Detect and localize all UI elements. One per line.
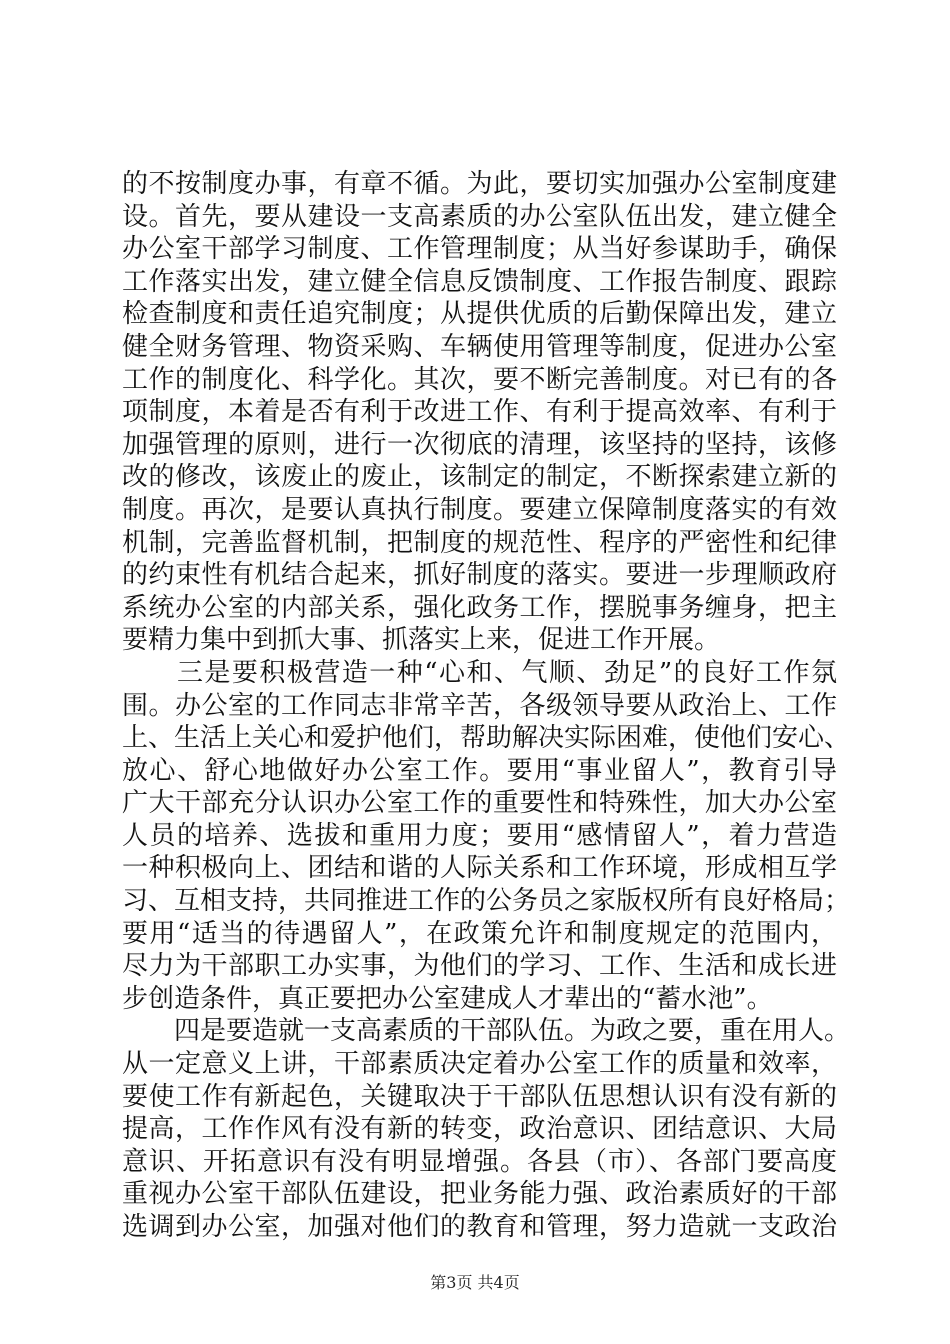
text-line: 一种积极向上、团结和谐的人际关系和工作环境，形成相互学 bbox=[122, 853, 837, 884]
text-line: 四是要造就一支高素质的干部队伍。为政之要，重在用人。 bbox=[122, 1016, 851, 1047]
text-line: 健全财务管理、物资采购、车辆使用管理等制度，促进办公室 bbox=[122, 331, 837, 362]
text-line: 办公室干部学习制度、工作管理制度；从当好参谋助手，确保 bbox=[122, 234, 837, 265]
text-line: 设。首先，要从建设一支高素质的办公室队伍出发，建立健全 bbox=[122, 201, 837, 232]
text-line: 习、互相支持，共同推进工作的公务员之家版权所有良好格局； bbox=[122, 886, 851, 917]
text-line: 三是要积极营造一种“心和、气顺、劲足”的良好工作氛 bbox=[122, 657, 837, 688]
text-line: 机制，完善监督机制，把制度的规范性、程序的严密性和纪律 bbox=[122, 527, 837, 558]
text-line: 人员的培养、选拔和重用力度；要用“感情留人”，着力营造 bbox=[122, 820, 837, 851]
text-line: 检查制度和责任追究制度；从提供优质的后勤保障出发，建立 bbox=[122, 299, 837, 330]
text-line: 的不按制度办事，有章不循。为此，要切实加强办公室制度建 bbox=[122, 169, 837, 199]
text-line: 要使工作有新起色，关键取决于干部队伍思想认识有没有新的 bbox=[122, 1081, 837, 1112]
body-text bbox=[122, 168, 851, 1244]
text-line: 从一定意义上讲，干部素质决定着办公室工作的质量和效率， bbox=[122, 1049, 837, 1080]
text-line: 工作落实出发，建立健全信息反馈制度、工作报告制度、跟踪 bbox=[122, 266, 837, 297]
text-line: 围。办公室的工作同志非常辛苦，各级领导要从政治上、工作 bbox=[122, 690, 837, 721]
text-line: 制度。再次，是要认真执行制度。要建立保障制度落实的有效 bbox=[122, 494, 837, 525]
text-line: 重视办公室干部队伍建设，把业务能力强、政治素质好的干部 bbox=[122, 1179, 837, 1210]
text-line: 步创造条件，真正要把办公室建成人才辈出的“蓄水池”。 bbox=[122, 983, 773, 1014]
text-line: 放心、舒心地做好办公室工作。要用“事业留人”，教育引导 bbox=[122, 755, 837, 786]
text-line: 意识、开拓意识有没有明显增强。各县（市）、各部门要高度 bbox=[122, 1146, 837, 1177]
text-line: 改的修改，该废止的废止，该制定的制定，不断探索建立新的 bbox=[122, 462, 837, 493]
page-footer: 第3页 共4页 bbox=[430, 1273, 520, 1292]
text-line: 广大干部充分认识办公室工作的重要性和特殊性，加大办公室 bbox=[122, 788, 837, 819]
text-line: 选调到办公室，加强对他们的教育和管理，努力造就一支政治 bbox=[122, 1212, 837, 1242]
text-line: 系统办公室的内部关系，强化政务工作，摆脱事务缠身，把主 bbox=[122, 592, 837, 623]
text-line: 要用“适当的待遇留人”，在政策允许和制度规定的范围内， bbox=[122, 918, 837, 949]
text-line: 工作的制度化、科学化。其次，要不断完善制度。对已有的各 bbox=[122, 364, 837, 395]
text-line: 项制度，本着是否有利于改进工作、有利于提高效率、有利于 bbox=[122, 397, 837, 428]
text-line: 提高，工作作风有没有新的转变，政治意识、团结意识、大局 bbox=[122, 1114, 837, 1145]
text-line: 要精力集中到抓大事、抓落实上来，促进工作开展。 bbox=[122, 625, 721, 656]
text-line: 的约束性有机结合起来，抓好制度的落实。要进一步理顺政府 bbox=[122, 560, 837, 591]
text-line: 上、生活上关心和爱护他们，帮助解决实际困难，使他们安心、 bbox=[122, 723, 851, 754]
text-line: 尽力为干部职工办实事，为他们的学习、工作、生活和成长进 bbox=[122, 951, 837, 982]
text-line: 加强管理的原则，进行一次彻底的清理，该坚持的坚持，该修 bbox=[122, 429, 837, 460]
